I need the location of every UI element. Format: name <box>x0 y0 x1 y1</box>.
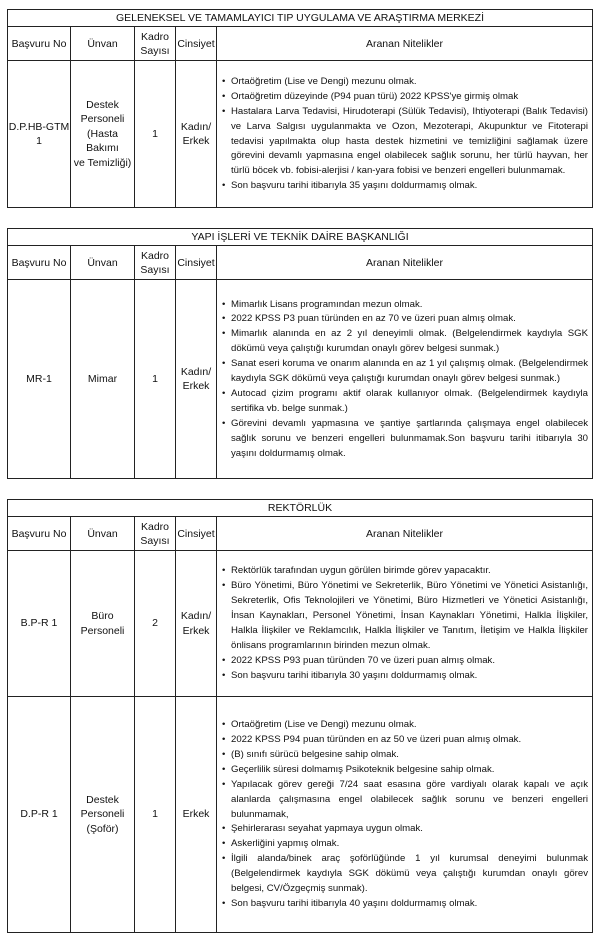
header-cinsiyet: Cinsiyet <box>176 27 217 61</box>
unvan: Mimar <box>71 280 135 479</box>
basvuru-no: MR-1 <box>8 280 71 479</box>
header-basvuru-no: Başvuru No <box>8 246 71 280</box>
section-title: REKTÖRLÜK <box>8 500 593 517</box>
nitelik-item: • Mimarlık Lisans programından mezun olmak. <box>221 298 588 313</box>
basvuru-no: B.P-R 1 <box>8 551 71 697</box>
kadro-sayisi: 1 <box>135 280 176 479</box>
nitelik-item: • Ortaöğretim (Lise ve Dengi) mezunu olmak. <box>221 718 588 733</box>
nitelik-item: • Rektörlük tarafından uygun görülen birimde görev yapacaktır. <box>221 564 588 579</box>
nitelik-item: • (B) sınıfı sürücü belgesine sahip olmak. <box>221 748 588 763</box>
table-row <box>8 61 593 208</box>
nitelik-item: • 2022 KPSS P94 puan türünden en az 50 ve üzeri puan almış olmak. <box>221 733 588 748</box>
header-basvuru-no: Başvuru No <box>8 27 71 61</box>
nitelik-item: • 2022 KPSS P3 puan türünden en az 70 ve üzeri puan almış olmak. <box>221 312 588 327</box>
cinsiyet: Kadın/ Erkek <box>176 551 217 697</box>
header-aranan-nitelikler: Aranan Nitelikler <box>217 27 593 61</box>
nitelik-item: • Şehirlerarası seyahat yapmaya uygun olmak. <box>221 822 588 837</box>
header-unvan: Ünvan <box>71 517 135 551</box>
section-title: GELENEKSEL VE TAMAMLAYICI TIP UYGULAMA VE ARAŞTIRMA MERKEZİ <box>8 10 593 27</box>
nitelik-item: • Hastalara Larva Tedavisi, Hirudoterapi (Sülük Tedavisi), Ihtiyoterapi (Balık Tedavisi) ve Larva Salgısı uygulanmakta ve Ozon, Mezoterapi, Akupunktur ve Fitoterapi tedavisi yapılmakta olup hasta destek hizmetini ve temizliğini sağlamak üzere görevini devamlı yapmasına engel olabilecek sağlık sorunu, her türlü hayvan, her türlü böcek vb. fobisi-alerjisi / kan-yara fobisi ve benzeri engelleri bulunmamak. <box>221 105 588 180</box>
nitelik-item: • Askerliğini yapmış olmak. <box>221 837 588 852</box>
nitelik-item: • Son başvuru tarihi itibarıyla 35 yaşını doldurmamış olmak. <box>221 179 588 194</box>
cinsiyet: Kadın/ Erkek <box>176 61 217 208</box>
header-unvan: Ünvan <box>71 246 135 280</box>
nitelik-item: • Görevini devamlı yapmasına ve şantiye şartlarında çalışmaya engel olabilecek sağlık sorunu ve benzeri engelleri bulunmamak.Son başvuru tarihi itibarıyla 30 yaşını doldurmamış olmak. <box>221 417 588 462</box>
basvuru-no: D.P.HB-GTM 1 <box>8 61 71 208</box>
table-row <box>8 697 593 933</box>
table-row <box>8 551 593 697</box>
nitelik-item: • Mimarlık alanında en az 2 yıl deneyimli olmak. (Belgelendirmek kaydıyla SGK dökümü veya çalıştığı kurumdan onaylı görev belgesi sunmak.) <box>221 327 588 357</box>
nitelik-item: • Sanat eseri koruma ve onarım alanında en az 1 yıl çalışmış olmak. (Belgelendirmek kaydıyla SGK dökümü veya çalıştığı kurumdan onaylı görev belgesi sunmak.) <box>221 357 588 387</box>
unvan: Büro Personeli <box>71 551 135 697</box>
nitelik-item: • Geçerlilik süresi dolmamış Psikoteknik belgesine sahip olmak. <box>221 763 588 778</box>
header-kadro-sayisi: Kadro Sayısı <box>135 246 176 280</box>
nitelik-item: • İlgili alanda/binek araç şoförlüğünde 1 yıl kurumsal deneyimi bulunmak (Belgelendirmek kaydıyla SGK dökümü veya çalıştığı kurumdan onaylı görev belgesi, CV/Özgeçmiş sunmak). <box>221 852 588 897</box>
kadro-sayisi: 2 <box>135 551 176 697</box>
nitelik-item: • Ortaöğretim düzeyinde (P94 puan türü) 2022 KPSS'ye girmiş olmak <box>221 90 588 105</box>
nitelik-item: • 2022 KPSS P93 puan türünden 70 ve üzeri puan almış olmak. <box>221 654 588 669</box>
nitelik-item: • Autocad çizim programı aktif olarak kullanıyor olmak. (Belgelendirmek kaydıyla sertifika vb. belge sunmak.) <box>221 387 588 417</box>
cinsiyet: Erkek <box>176 697 217 933</box>
nitelikler-cell <box>217 61 593 208</box>
nitelik-item: • Yapılacak görev gereği 7/24 saat esasına göre vardiyalı olarak kapalı ve açık alanlarda çalışmasına engel olabilecek sağlık sorunu ve benzeri engelleri bulunmamak, <box>221 778 588 823</box>
section-table <box>7 499 593 933</box>
nitelik-item: • Büro Yönetimi, Büro Yönetimi ve Sekreterlik, Büro Yönetimi ve Yönetici Asistanlığı, Sekreterlik, Ofis Teknolojileri ve Yönetimi, Büro Hizmetleri ve Yönetici Asistanlığı, İnsan Kaynakları, Personel Yönetimi, İnsan Kaynakları Yönetimi, Halkla İlişkiler, Halkla İlişkiler ve Reklamcılık, Halkla İlişkiler ve Tanıtım, İletişim ve Halkla İlişkiler önlisans programlarının birinden mezun olmak. <box>221 579 588 654</box>
header-unvan: Ünvan <box>71 27 135 61</box>
header-cinsiyet: Cinsiyet <box>176 246 217 280</box>
section-table <box>7 9 593 208</box>
unvan: Destek Personeli (Hasta Bakımı ve Temizliği) <box>71 61 135 208</box>
nitelikler-cell <box>217 280 593 479</box>
section-table <box>7 228 593 479</box>
kadro-sayisi: 1 <box>135 61 176 208</box>
basvuru-no: D.P-R 1 <box>8 697 71 933</box>
header-aranan-nitelikler: Aranan Nitelikler <box>217 517 593 551</box>
header-kadro-sayisi: Kadro Sayısı <box>135 27 176 61</box>
table-row <box>8 280 593 479</box>
cinsiyet: Kadın/ Erkek <box>176 280 217 479</box>
header-basvuru-no: Başvuru No <box>8 517 71 551</box>
unvan: Destek Personeli (Şoför) <box>71 697 135 933</box>
nitelik-item: • Ortaöğretim (Lise ve Dengi) mezunu olmak. <box>221 75 588 90</box>
nitelik-item: • Son başvuru tarihi itibarıyla 40 yaşını doldurmamış olmak. <box>221 897 588 912</box>
nitelikler-cell <box>217 551 593 697</box>
kadro-sayisi: 1 <box>135 697 176 933</box>
header-aranan-nitelikler: Aranan Nitelikler <box>217 246 593 280</box>
header-cinsiyet: Cinsiyet <box>176 517 217 551</box>
section-title: YAPI İŞLERİ VE TEKNİK DAİRE BAŞKANLIĞI <box>8 229 593 246</box>
nitelikler-cell <box>217 697 593 933</box>
header-kadro-sayisi: Kadro Sayısı <box>135 517 176 551</box>
nitelik-item: • Son başvuru tarihi itibarıyla 30 yaşını doldurmamış olmak. <box>221 669 588 684</box>
